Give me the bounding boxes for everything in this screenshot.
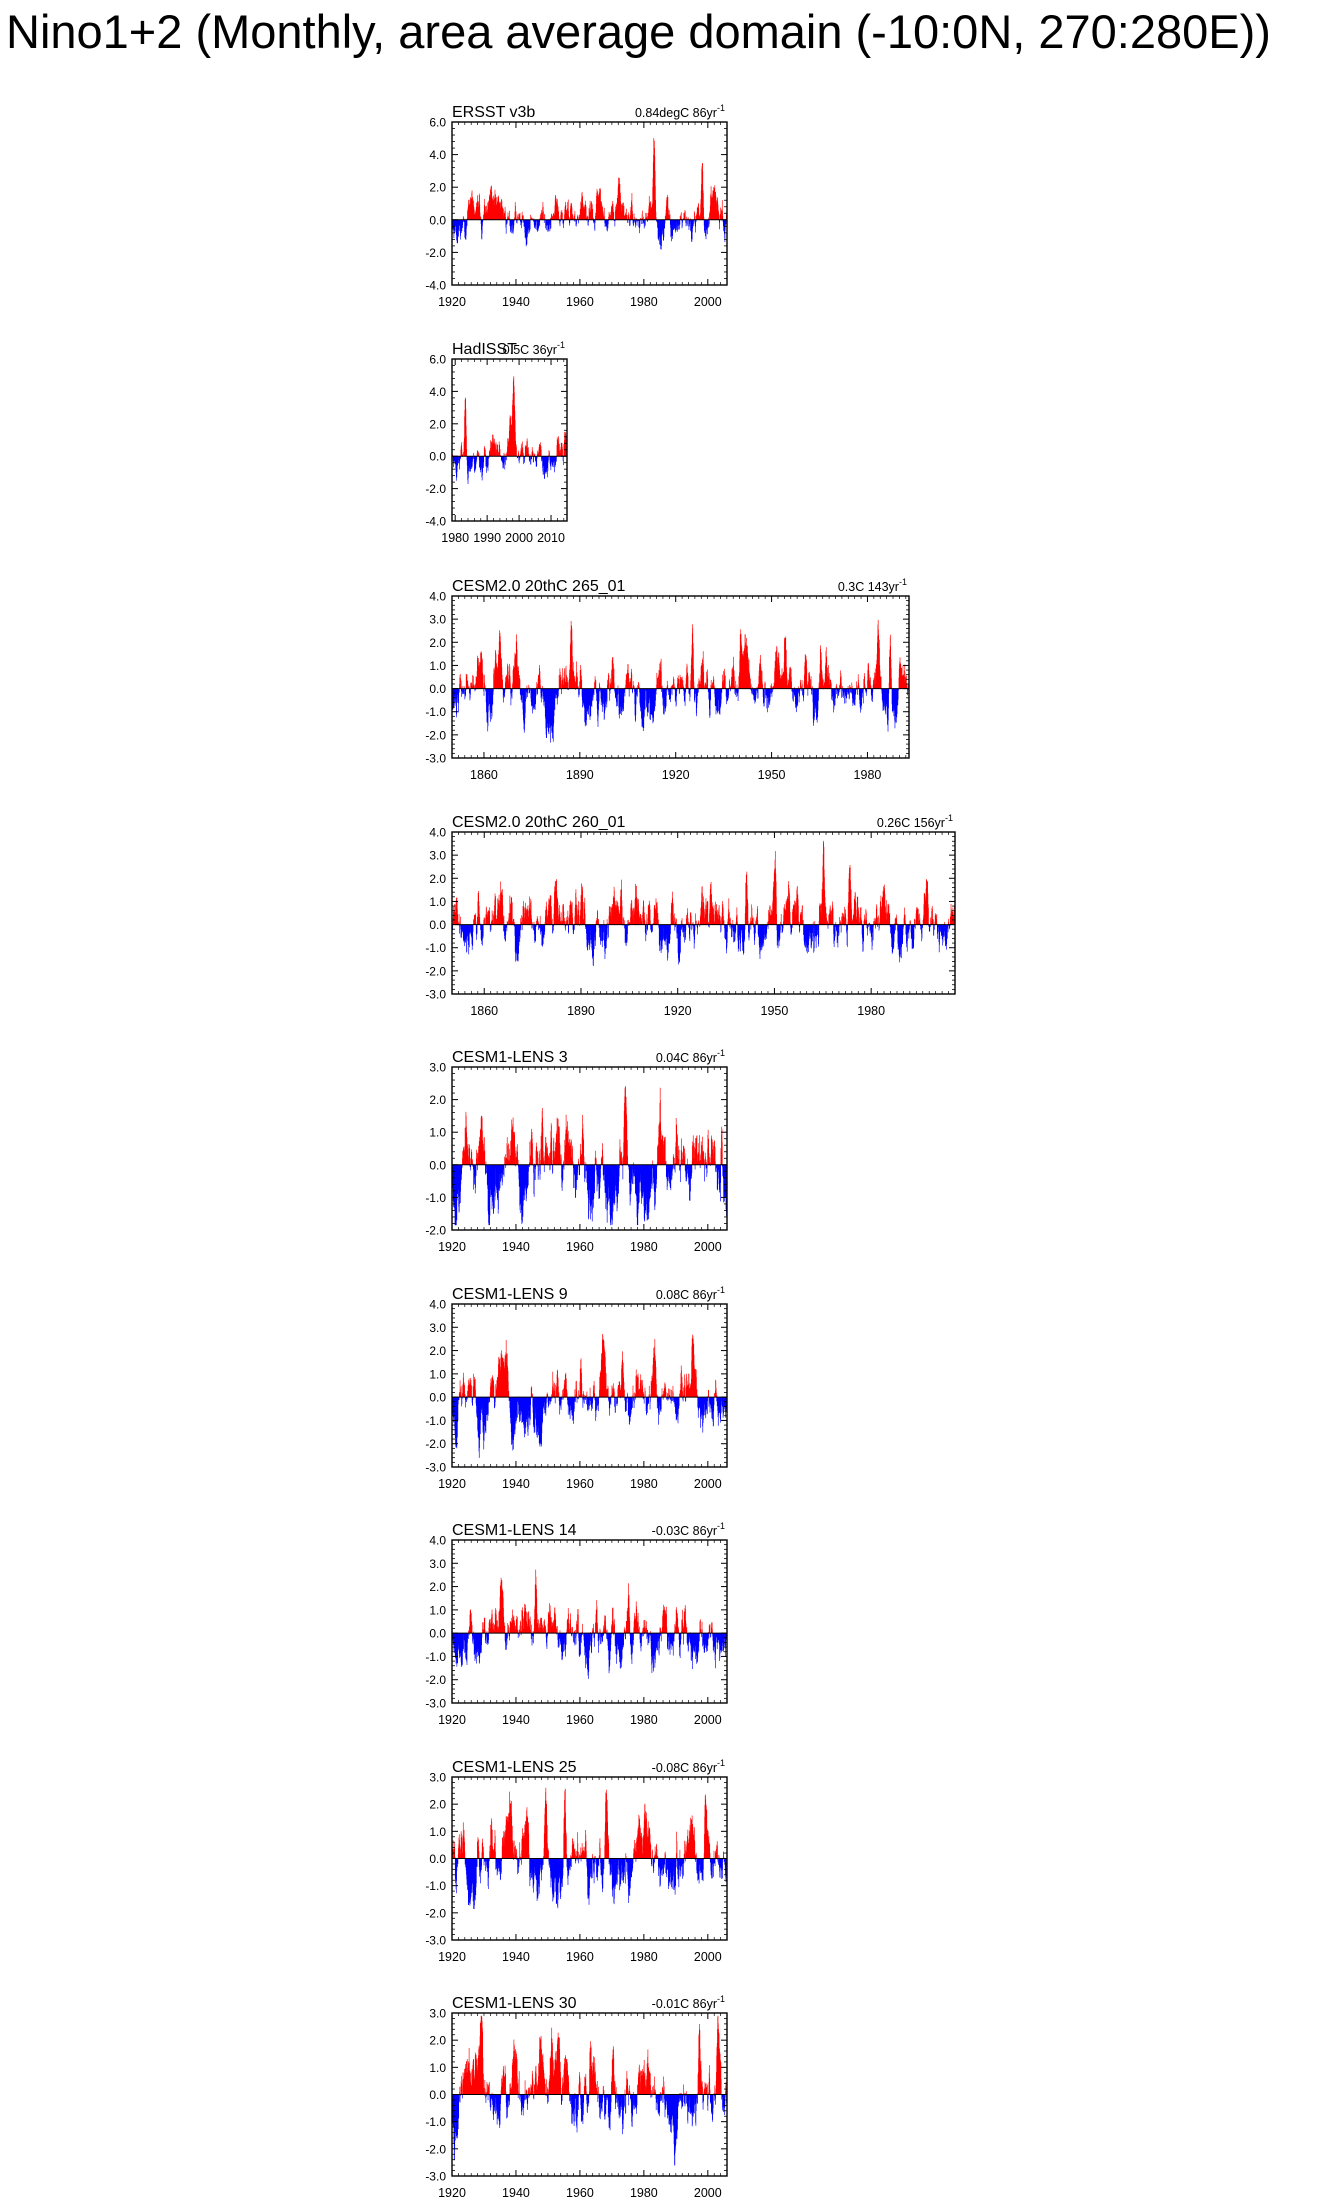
anomaly-bar — [502, 680, 503, 689]
anomaly-bar — [596, 680, 597, 688]
anomaly-bars — [452, 376, 567, 484]
anomaly-bar — [858, 907, 859, 924]
anomaly-bar — [680, 220, 681, 225]
anomaly-bar — [685, 211, 686, 220]
anomaly-bar — [718, 213, 719, 220]
anomaly-bar — [847, 925, 848, 930]
anomaly-bar — [541, 450, 542, 457]
anomaly-bar — [735, 925, 736, 932]
anomaly-bar — [818, 689, 819, 701]
anomaly-bar — [459, 689, 460, 692]
x-tick-label: 1890 — [565, 768, 594, 782]
anomaly-bar — [889, 913, 890, 925]
anomaly-bar — [646, 925, 647, 936]
anomaly-bar — [841, 925, 842, 933]
anomaly-bar — [581, 680, 582, 689]
panel-title: ERSST v3b — [452, 104, 536, 121]
chart-panel-hadisst — [425, 340, 567, 545]
anomaly-bar — [565, 921, 566, 925]
anomaly-bar — [857, 685, 858, 689]
anomaly-bar — [520, 679, 521, 688]
anomaly-bar — [529, 689, 530, 694]
anomaly-bar — [548, 456, 549, 460]
anomaly-bar — [627, 925, 628, 934]
anomaly-bar — [563, 456, 564, 465]
y-tick-label: 2.0 — [429, 635, 446, 650]
anomaly-bar — [599, 689, 600, 702]
anomaly-bars — [452, 138, 727, 249]
anomaly-bar — [507, 925, 508, 932]
anomaly-bar — [780, 925, 781, 931]
anomaly-bar — [745, 925, 746, 930]
anomaly-bar — [607, 689, 608, 702]
anomaly-bar — [808, 689, 809, 696]
anomaly-bar — [863, 689, 864, 704]
anomaly-bar — [559, 216, 560, 219]
anomaly-bar — [483, 925, 484, 937]
anomaly-bar — [529, 456, 530, 461]
anomaly-bar — [724, 920, 725, 924]
anomaly-bar — [708, 902, 709, 925]
anomaly-bar — [533, 925, 534, 931]
panel-title: HadISST — [452, 341, 517, 358]
anomaly-bar — [504, 916, 505, 925]
anomaly-bar — [533, 452, 534, 456]
anomaly-bar — [645, 689, 646, 701]
anomaly-bar — [802, 684, 803, 689]
y-tick-label: 2.0 — [429, 417, 446, 432]
anomaly-bar — [568, 917, 569, 924]
anomaly-bar — [466, 449, 467, 456]
anomaly-bar — [722, 216, 723, 220]
anomaly-bar — [866, 689, 867, 696]
anomaly-bar — [681, 212, 682, 220]
anomaly-bar — [709, 220, 710, 224]
anomaly-bar — [758, 689, 759, 699]
y-tick-label: 0.0 — [429, 449, 446, 464]
anomaly-bar — [758, 920, 759, 925]
anomaly-bar — [532, 925, 533, 929]
anomaly-bar — [863, 925, 864, 942]
anomaly-bar — [551, 220, 552, 229]
anomaly-bar — [804, 689, 805, 695]
anomaly-bar — [568, 925, 569, 934]
anomaly-bar — [708, 220, 709, 228]
anomaly-bar — [538, 925, 539, 931]
anomaly-bar — [521, 925, 522, 931]
anomaly-bar — [561, 689, 562, 695]
anomaly-bar — [533, 456, 534, 462]
anomaly-bar — [751, 684, 752, 688]
anomaly-bar — [726, 220, 727, 224]
anomaly-bar — [698, 684, 699, 689]
anomaly-bar — [572, 918, 573, 925]
anomaly-bar — [579, 916, 580, 925]
anomaly-bar — [838, 689, 839, 696]
y-tick-label: -3.0 — [425, 751, 446, 766]
anomaly-bar — [866, 920, 867, 925]
anomaly-bar — [521, 915, 522, 924]
anomaly-bar — [491, 925, 492, 931]
anomaly-bar — [608, 925, 609, 938]
y-tick-label: 3.0 — [429, 612, 446, 627]
anomaly-bar — [687, 220, 688, 225]
anomaly-bar — [645, 920, 646, 924]
anomaly-bar — [776, 914, 777, 924]
anomaly-bar — [679, 679, 680, 688]
anomaly-bar — [585, 914, 586, 925]
y-tick-label: 4.0 — [429, 589, 446, 604]
anomaly-bar — [737, 685, 738, 689]
anomaly-bar — [729, 919, 730, 925]
anomaly-bar — [552, 919, 553, 925]
anomaly-bar — [670, 215, 671, 220]
anomaly-bar — [627, 215, 628, 220]
anomaly-bar — [846, 919, 847, 925]
page-title: Nino1+2 (Monthly, area average domain (-10:0N, 270:280E)) — [6, 5, 1271, 58]
anomaly-bar — [641, 220, 642, 224]
anomaly-bar — [839, 689, 840, 693]
anomaly-bar — [463, 689, 464, 694]
anomaly-bar — [506, 456, 507, 460]
x-tick-label: 1990 — [473, 531, 502, 545]
anomaly-bar — [685, 689, 686, 693]
anomaly-bar — [579, 689, 580, 695]
anomaly-bar — [766, 925, 767, 934]
anomaly-bars — [452, 841, 955, 966]
anomaly-bar — [751, 925, 752, 930]
anomaly-bar — [512, 689, 513, 693]
anomaly-bar — [879, 925, 880, 929]
anomaly-bar — [645, 220, 646, 226]
anomaly-bar — [594, 689, 595, 695]
chart-panel-cesm2-265 — [425, 577, 909, 782]
y-tick-label: 1.0 — [429, 658, 446, 673]
anomaly-bar — [781, 914, 782, 925]
y-tick-label: -2.0 — [425, 482, 446, 497]
anomaly-bar — [522, 925, 523, 930]
y-tick-label: -2.0 — [425, 728, 446, 743]
anomaly-bar — [730, 925, 731, 929]
anomaly-bar — [630, 220, 631, 226]
anomaly-bar — [537, 689, 538, 695]
anomaly-bar — [831, 684, 832, 689]
anomaly-bar — [699, 921, 700, 925]
anomaly-bar — [632, 214, 633, 220]
anomaly-bar — [768, 925, 769, 929]
x-tick-label: 1980 — [629, 295, 658, 309]
y-tick-label: -1.0 — [425, 705, 446, 720]
anomaly-bar — [567, 682, 568, 688]
anomaly-bar — [783, 925, 784, 929]
anomaly-bar — [535, 925, 536, 942]
anomaly-bar — [833, 909, 834, 925]
anomaly-bar — [624, 920, 625, 924]
anomaly-bar — [707, 678, 708, 688]
anomaly-bar — [575, 211, 576, 220]
anomaly-bar — [674, 684, 675, 689]
y-tick-label: -4.0 — [425, 514, 446, 529]
anomaly-bar — [791, 682, 792, 689]
x-tick-label: 1950 — [757, 768, 786, 782]
anomaly-bar — [695, 925, 696, 931]
anomaly-bar — [622, 918, 623, 925]
anomaly-bar — [764, 689, 765, 703]
chart-panel-cesm2-260 — [425, 813, 955, 1018]
anomaly-bar — [604, 920, 605, 924]
anomaly-bar — [510, 683, 511, 688]
anomaly-bar — [762, 684, 763, 688]
anomaly-bar — [595, 925, 596, 932]
anomaly-bar — [650, 921, 651, 925]
anomaly-bar — [530, 220, 531, 229]
anomaly-bar — [500, 449, 501, 456]
anomaly-bar — [625, 689, 626, 697]
anomaly-bar — [544, 925, 545, 932]
anomaly-bar — [640, 220, 641, 227]
anomaly-bar — [503, 456, 504, 464]
anomaly-bar — [894, 925, 895, 934]
anomaly-bar — [878, 915, 879, 924]
y-tick-label: 0.0 — [429, 682, 446, 697]
anomaly-bar — [748, 921, 749, 925]
anomaly-bar — [814, 921, 815, 925]
anomaly-bar — [738, 689, 739, 693]
x-tick-label: 2000 — [505, 531, 533, 545]
anomaly-bar — [523, 215, 524, 219]
anomaly-bar — [722, 689, 723, 693]
anomaly-bar — [483, 675, 484, 688]
anomaly-bar — [459, 914, 460, 924]
y-tick-label: -2.0 — [425, 245, 446, 260]
x-tick-label: 1920 — [438, 295, 466, 309]
anomaly-bar — [505, 456, 506, 465]
x-tick-label: 1960 — [566, 295, 594, 309]
x-tick-label: 1980 — [441, 531, 470, 545]
anomaly-bar — [473, 925, 474, 932]
anomaly-bar — [670, 689, 671, 699]
anomaly-bar — [658, 920, 659, 924]
anomaly-bar — [609, 682, 610, 688]
anomaly-bar — [697, 925, 698, 935]
anomaly-bar — [574, 925, 575, 930]
anomaly-bar — [686, 925, 687, 931]
anomaly-bar — [770, 689, 771, 694]
anomaly-bar — [847, 689, 848, 693]
trend-label: 0.5C $36yr^{-1}$ — [502, 340, 565, 357]
x-tick-label: 2010 — [537, 531, 565, 545]
anomaly-bar — [851, 689, 852, 693]
anomaly-bar — [841, 683, 842, 688]
y-tick-label: 4.0 — [429, 148, 446, 163]
anomaly-bar — [503, 925, 504, 932]
anomaly-bar — [682, 918, 683, 924]
anomaly-bar — [888, 689, 889, 694]
anomaly-bar — [873, 689, 874, 693]
x-tick-label: 1860 — [470, 768, 498, 782]
anomaly-bar — [721, 925, 722, 932]
anomaly-bar — [613, 212, 614, 220]
anomaly-bar — [674, 914, 675, 925]
anomaly-bar — [647, 914, 648, 924]
anomaly-bar — [647, 925, 648, 930]
anomaly-bar — [698, 689, 699, 693]
anomaly-bar — [468, 685, 469, 689]
anomaly-bar — [489, 911, 490, 924]
anomaly-bar — [661, 689, 662, 692]
anomaly-bar — [819, 925, 820, 938]
anomaly-bar — [803, 920, 804, 925]
anomaly-bar — [765, 683, 766, 689]
trend-label: 0.3C $143yr^{-1}$ — [837, 577, 907, 594]
anomaly-bar — [676, 919, 677, 925]
x-tick-label: 1920 — [661, 768, 690, 782]
anomaly-bar — [484, 689, 485, 696]
anomaly-bar — [749, 925, 750, 934]
anomaly-bar — [881, 677, 882, 689]
anomaly-bar — [799, 925, 800, 931]
anomaly-bar — [710, 689, 711, 700]
anomaly-bar — [835, 689, 836, 699]
anomaly-bar — [733, 920, 734, 925]
anomaly-bar — [516, 447, 517, 456]
anomaly-bar — [661, 671, 662, 688]
anomaly-bar — [543, 212, 544, 220]
anomaly-bar — [691, 916, 692, 925]
y-tick-label: 0.0 — [429, 213, 446, 228]
anomaly-bar — [607, 925, 608, 936]
anomaly-bar — [561, 680, 562, 688]
anomaly-bar — [536, 689, 537, 695]
anomaly-bar — [668, 689, 669, 696]
anomaly-bar — [688, 676, 689, 688]
anomaly-bar — [772, 689, 773, 697]
anomaly-bar — [461, 681, 462, 689]
anomaly-bar — [674, 925, 675, 931]
anomaly-bar — [672, 689, 673, 696]
anomaly-bar — [467, 220, 468, 226]
anomaly-bar — [637, 689, 638, 697]
anomaly-bar — [540, 916, 541, 925]
anomaly-bar — [720, 921, 721, 925]
anomaly-bar — [562, 213, 563, 220]
anomaly-bar — [614, 683, 615, 689]
anomaly-bar — [914, 919, 915, 925]
anomaly-bar — [755, 925, 756, 933]
anomaly-bar — [629, 689, 630, 697]
anomaly-bar — [752, 689, 753, 695]
anomaly-bar — [875, 925, 876, 929]
anomaly-bar — [670, 925, 671, 934]
anomaly-bar — [725, 676, 726, 689]
anomaly-bar — [549, 451, 550, 456]
anomaly-bar — [735, 681, 736, 689]
anomaly-bar — [518, 451, 519, 457]
anomaly-bar — [562, 449, 563, 456]
anomaly-bar — [544, 215, 545, 220]
y-tick-label: 6.0 — [429, 115, 446, 130]
anomaly-bar — [652, 925, 653, 932]
anomaly-bar — [592, 209, 593, 220]
anomaly-bar — [694, 213, 695, 220]
anomaly-bar — [727, 925, 728, 932]
anomaly-bar — [483, 456, 484, 462]
anomaly-bar — [753, 918, 754, 925]
x-tick-label: 1980 — [853, 768, 882, 782]
anomaly-bar — [679, 689, 680, 693]
anomaly-bar — [509, 211, 510, 220]
anomaly-bar — [665, 220, 666, 224]
anomaly-bar — [667, 685, 668, 688]
anomaly-bar — [836, 689, 837, 695]
x-tick-label: 2000 — [693, 295, 722, 309]
anomaly-bar — [635, 220, 636, 228]
anomaly-bar — [681, 921, 682, 925]
anomaly-bar — [572, 215, 573, 220]
anomaly-bar — [895, 925, 896, 931]
anomaly-bar — [460, 917, 461, 925]
anomaly-bar — [477, 925, 478, 934]
anomaly-bar — [891, 678, 892, 688]
anomaly-bar — [850, 685, 851, 689]
anomaly-bar — [697, 689, 698, 696]
anomaly-bar — [686, 220, 687, 223]
y-tick-label: 6.0 — [429, 352, 446, 367]
anomaly-bar — [604, 216, 605, 219]
anomaly-bar — [728, 689, 729, 696]
anomaly-bar — [690, 925, 691, 929]
anomaly-bar — [632, 674, 633, 689]
anomaly-bar — [470, 689, 471, 695]
x-tick-label: 1940 — [502, 295, 530, 309]
anomaly-bar — [696, 921, 697, 925]
anomaly-bar — [520, 213, 521, 220]
chart-panel-ersst — [425, 103, 727, 309]
trend-label: 0.84degC $86yr^{-1}$ — [634, 103, 725, 120]
anomaly-bar — [915, 925, 916, 929]
y-tick-label: 2.0 — [429, 180, 446, 195]
anomaly-bar — [537, 684, 538, 689]
anomaly-bar — [857, 689, 858, 695]
y-tick-label: 4.0 — [429, 384, 446, 399]
anomaly-bar — [756, 689, 757, 695]
anomaly-bar — [907, 684, 908, 689]
anomaly-bars — [452, 620, 909, 743]
anomaly-bar — [849, 689, 850, 699]
anomaly-bar — [861, 921, 862, 925]
anomaly-bar — [811, 676, 812, 688]
y-tick-label: -4.0 — [425, 278, 446, 293]
anomaly-bar — [576, 220, 577, 224]
anomaly-bar — [578, 220, 579, 224]
anomaly-bar — [539, 220, 540, 227]
panel-title: CESM2.0 20thC 265_01 — [452, 578, 626, 595]
anomaly-bar — [556, 456, 557, 462]
anomaly-bar — [617, 689, 618, 695]
anomaly-bar — [586, 207, 587, 220]
